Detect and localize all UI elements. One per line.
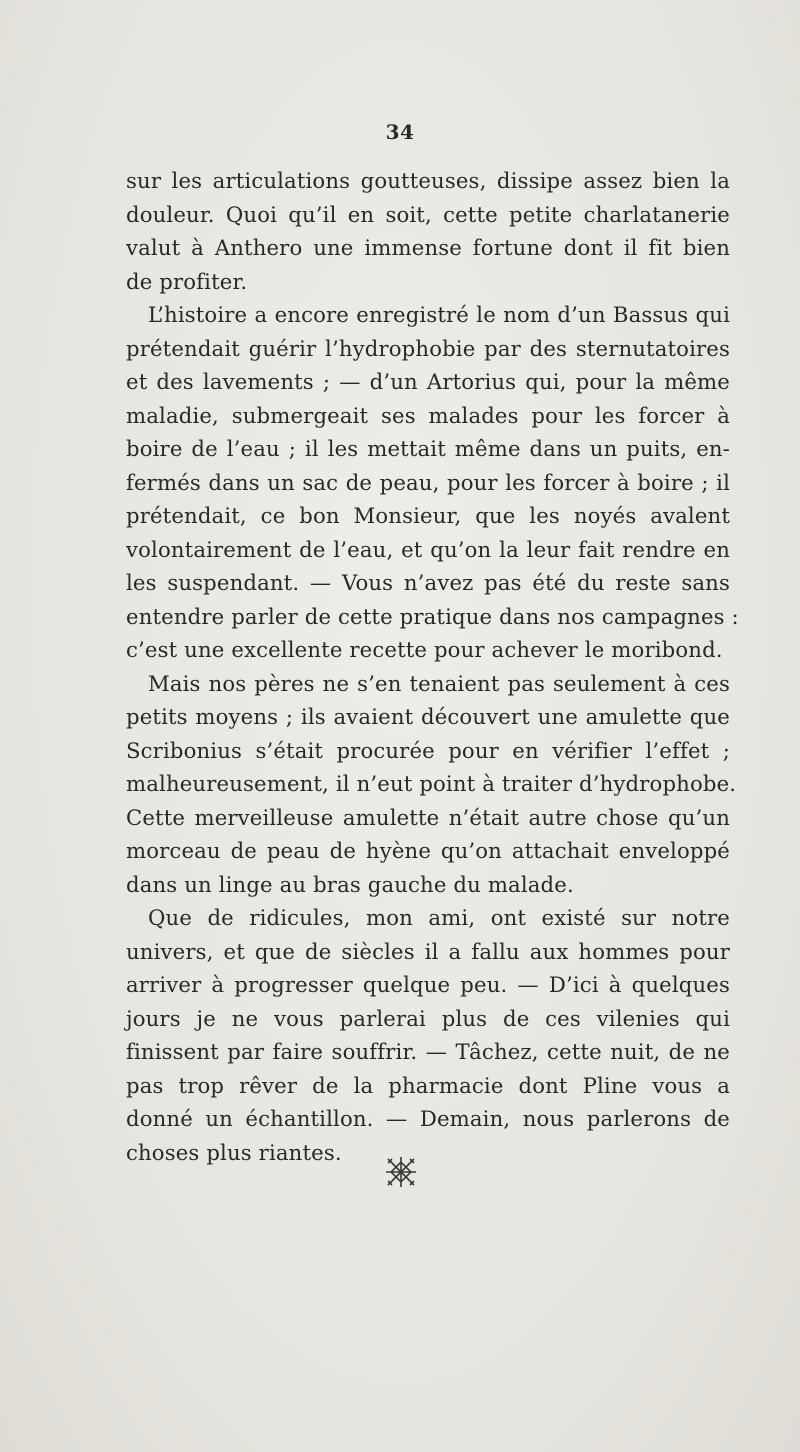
text-line: et des lavements ; — d’un Artorius qui, pour la même bbox=[126, 369, 730, 394]
text-line: Scribonius s’était procurée pour en vérifier l’effet ; bbox=[126, 737, 730, 763]
text-line: petits moyens ; ils avaient découvert une amulette que bbox=[126, 704, 730, 729]
text-line: c’est une excellente recette pour achever le moribond. bbox=[126, 637, 723, 662]
text-line: jours je ne vous parlerai plus de ces vilenies qui bbox=[126, 1005, 730, 1031]
text-line: entendre parler de cette pratique dans nos campagnes : bbox=[126, 603, 739, 629]
text-line: Cette merveilleuse amulette n’était autre chose qu’un bbox=[126, 804, 730, 830]
text-line: prétendait guérir l’hydrophobie par des sternutatoires bbox=[126, 335, 730, 361]
text-line: malheureusement, il n’eut point à traiter d’hydrophobe. bbox=[126, 771, 737, 796]
text-line: Que de ridicules, mon ami, ont existé sur notre bbox=[148, 905, 730, 930]
text-line: de profiter. bbox=[126, 268, 248, 294]
text-line: maladie, submergeait ses malades pour les forcer à bbox=[126, 402, 730, 428]
text-line: volontairement de l’eau, et qu’on la leur fait rendre en bbox=[126, 536, 730, 562]
page-number: 34 bbox=[385, 120, 415, 144]
text-line: fermés dans un sac de peau, pour les forcer à boire ; il bbox=[126, 469, 730, 495]
text-line: valut à Anthero une immense fortune dont il fit bien bbox=[126, 235, 730, 260]
text-line: univers, et que de siècles il a fallu aux hommes pour bbox=[126, 938, 730, 964]
text-line: morceau de peau de hyène qu’on attachait enveloppé bbox=[126, 838, 730, 863]
text-line: L’histoire a encore enregistré le nom d’un Bassus qui bbox=[148, 302, 730, 327]
text-line: les suspendant. — Vous n’avez pas été du reste sans bbox=[126, 570, 730, 595]
text-line: donné un échantillon. — Demain, nous parlerons de bbox=[126, 1106, 730, 1131]
text-line: finissent par faire souffrir. — Tâchez, cette nuit, de ne bbox=[126, 1039, 730, 1064]
text-line: sur les articulations goutteuses, dissipe assez bien la bbox=[126, 168, 730, 193]
text-line: boire de l’eau ; il les mettait même dans un puits, en- bbox=[126, 436, 730, 461]
fleuron-ornament-icon bbox=[382, 1153, 420, 1191]
text-line: prétendait, ce bon Monsieur, que les noyés avalent bbox=[126, 503, 730, 528]
text-line: choses plus riantes. bbox=[126, 1139, 342, 1165]
text-line: arriver à progresser quelque peu. — D’ici à quelques bbox=[126, 972, 730, 997]
text-line: Mais nos pères ne s’en tenaient pas seulement à ces bbox=[148, 670, 730, 696]
text-line: pas trop rêver de la pharmacie dont Pline vous a bbox=[126, 1072, 730, 1098]
text-line: douleur. Quoi qu’il en soit, cette petite charlatanerie bbox=[126, 201, 730, 227]
body-text bbox=[126, 164, 739, 1169]
text-line: dans un linge au bras gauche du malade. bbox=[126, 871, 574, 897]
